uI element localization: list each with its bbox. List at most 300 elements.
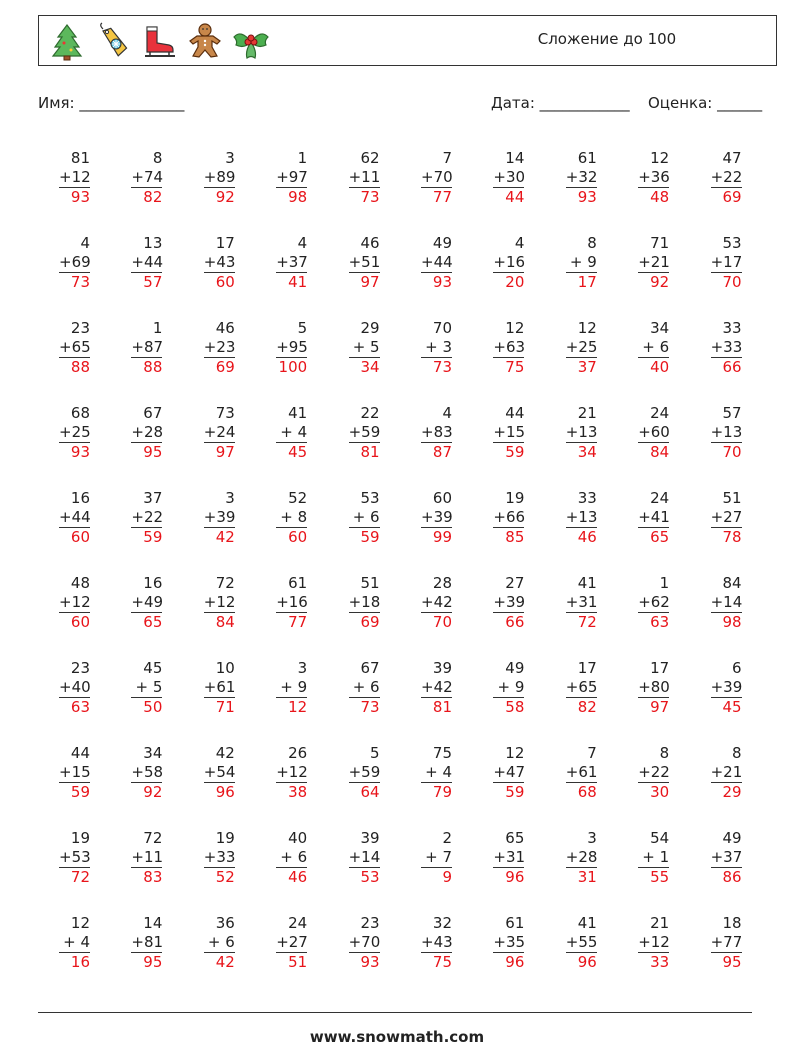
addend-bottom: +39 <box>203 508 236 526</box>
addend-bottom: +43 <box>421 933 453 951</box>
addend-top: 45 <box>143 659 163 677</box>
addend-top: 39 <box>432 659 452 677</box>
problem-item <box>59 829 103 887</box>
problem-item <box>638 574 682 632</box>
answer: 42 <box>215 528 235 546</box>
addend-top: 27 <box>505 574 525 592</box>
answer: 50 <box>143 698 163 716</box>
problem-item <box>566 744 610 802</box>
problem-item <box>349 489 393 547</box>
problem-item <box>711 659 755 717</box>
addend-top: 51 <box>722 489 742 507</box>
answer: 70 <box>432 613 452 631</box>
addend-bottom: +95 <box>276 338 308 356</box>
problem-item <box>711 234 755 292</box>
answer: 34 <box>577 443 597 461</box>
addend-top: 54 <box>650 829 670 847</box>
addend-bottom: +12 <box>59 168 91 186</box>
answer: 55 <box>650 868 670 886</box>
addend-top: 17 <box>650 659 670 677</box>
problem-item <box>711 744 755 802</box>
problem-item <box>276 914 320 972</box>
addend-bottom: +97 <box>276 168 308 186</box>
addend-bottom: +60 <box>638 423 670 441</box>
problem-item <box>421 149 465 207</box>
answer: 52 <box>215 868 235 886</box>
answer: 77 <box>432 188 452 206</box>
answer: 95 <box>722 953 742 971</box>
addend-top: 19 <box>215 829 235 847</box>
problem-item <box>421 914 465 972</box>
problem-item <box>421 829 465 887</box>
addend-top: 72 <box>143 829 163 847</box>
addend-bottom: +14 <box>710 593 743 611</box>
answer: 96 <box>577 953 597 971</box>
addend-bottom: +22 <box>710 168 743 186</box>
addend-bottom: +59 <box>348 763 381 781</box>
problem-item <box>421 319 465 377</box>
addend-bottom: + 6 <box>204 933 235 953</box>
addend-top: 53 <box>722 234 742 252</box>
addend-top: 84 <box>722 574 742 592</box>
addend-top: 67 <box>143 404 163 422</box>
addend-bottom: +22 <box>638 763 670 781</box>
problem-item <box>349 404 393 462</box>
answer: 31 <box>577 868 597 886</box>
addend-bottom: + 6 <box>638 338 669 358</box>
problem-item <box>493 829 537 887</box>
answer: 45 <box>722 698 742 716</box>
problem-item <box>59 319 103 377</box>
addend-top: 18 <box>722 914 742 932</box>
addend-top: 2 <box>442 829 452 847</box>
addend-bottom: +13 <box>710 423 743 441</box>
answer: 73 <box>360 188 380 206</box>
addend-bottom: +21 <box>638 253 670 271</box>
addend-bottom: +42 <box>421 593 453 611</box>
answer: 81 <box>432 698 452 716</box>
addend-bottom: +66 <box>493 508 526 526</box>
addend-bottom: +14 <box>348 848 381 866</box>
problem-item <box>276 489 320 547</box>
answer: 95 <box>143 443 163 461</box>
addend-bottom: +44 <box>59 508 91 526</box>
addend-top: 24 <box>288 914 308 932</box>
addend-bottom: +28 <box>131 423 164 441</box>
answer: 93 <box>70 188 90 206</box>
answer: 57 <box>143 273 163 291</box>
answer: 84 <box>215 613 235 631</box>
problem-item <box>638 319 682 377</box>
addend-top: 62 <box>360 149 380 167</box>
addend-top: 44 <box>505 404 525 422</box>
addend-bottom: +28 <box>565 848 598 866</box>
addend-bottom: +11 <box>131 848 164 866</box>
problem-item <box>59 404 103 462</box>
answer: 82 <box>577 698 597 716</box>
addend-bottom: +31 <box>493 848 526 866</box>
problem-item <box>566 234 610 292</box>
answer: 75 <box>505 358 525 376</box>
addend-bottom: + 4 <box>421 763 452 783</box>
addend-top: 24 <box>650 489 670 507</box>
addend-top: 26 <box>288 744 308 762</box>
addend-top: 33 <box>722 319 742 337</box>
problem-item <box>638 149 682 207</box>
addend-bottom: +37 <box>710 848 743 866</box>
problem-item <box>131 659 175 717</box>
addend-top: 53 <box>360 489 380 507</box>
problem-item <box>493 659 537 717</box>
problem-item <box>276 319 320 377</box>
problem-item <box>204 404 248 462</box>
addend-top: 3 <box>297 659 308 677</box>
problem-item <box>204 489 248 547</box>
answer: 44 <box>505 188 525 206</box>
addend-bottom: +35 <box>493 933 526 951</box>
date-field: Дата: ____________ <box>491 94 630 112</box>
problem-item <box>204 234 248 292</box>
addend-bottom: +13 <box>565 508 598 526</box>
addend-top: 7 <box>442 149 452 167</box>
addend-top: 4 <box>297 234 308 252</box>
problem-item <box>349 744 393 802</box>
addend-top: 49 <box>432 234 452 252</box>
addend-bottom: +42 <box>421 678 453 696</box>
problem-item <box>131 489 175 547</box>
addend-bottom: +70 <box>421 168 453 186</box>
answer: 70 <box>722 273 742 291</box>
answer: 60 <box>288 528 308 546</box>
addend-bottom: +12 <box>276 763 308 781</box>
answer: 60 <box>70 613 90 631</box>
addend-top: 68 <box>70 404 90 422</box>
answer: 58 <box>505 698 525 716</box>
addend-top: 6 <box>732 659 742 677</box>
addend-bottom: +12 <box>638 933 670 951</box>
addend-bottom: +39 <box>421 508 453 526</box>
problem-item <box>566 319 610 377</box>
problem-item <box>566 659 610 717</box>
problem-item <box>493 914 537 972</box>
problem-item <box>638 914 682 972</box>
addend-top: 32 <box>432 914 452 932</box>
answer: 66 <box>722 358 742 376</box>
addend-top: 12 <box>505 744 525 762</box>
addend-top: 8 <box>659 744 670 762</box>
addend-top: 24 <box>650 404 670 422</box>
problem-item <box>421 659 465 717</box>
addend-bottom: + 5 <box>349 338 380 358</box>
addend-bottom: +27 <box>276 933 308 951</box>
addend-bottom: +44 <box>131 253 164 271</box>
answer: 34 <box>360 358 380 376</box>
answer: 87 <box>432 443 452 461</box>
addend-top: 75 <box>432 744 452 762</box>
problem-item <box>493 489 537 547</box>
problem-item <box>59 914 103 972</box>
answer: 97 <box>650 698 670 716</box>
addend-bottom: + 4 <box>276 423 307 443</box>
addend-bottom: +21 <box>710 763 743 781</box>
problem-item <box>204 319 248 377</box>
answer: 16 <box>70 953 90 971</box>
addend-top: 3 <box>587 829 597 847</box>
answer: 92 <box>215 188 235 206</box>
answer: 88 <box>70 358 90 376</box>
addend-top: 70 <box>432 319 452 337</box>
problem-item <box>349 234 393 292</box>
answer: 92 <box>143 783 163 801</box>
addend-bottom: + 9 <box>493 678 524 698</box>
answer: 33 <box>650 953 670 971</box>
addend-top: 61 <box>577 149 597 167</box>
answer: 92 <box>650 273 670 291</box>
answer: 65 <box>650 528 670 546</box>
answer: 37 <box>577 358 597 376</box>
answer: 93 <box>432 273 452 291</box>
answer: 85 <box>505 528 525 546</box>
answer: 96 <box>505 868 525 886</box>
addend-bottom: +37 <box>276 253 308 271</box>
problem-item <box>349 659 393 717</box>
addend-bottom: +32 <box>565 168 598 186</box>
addend-top: 16 <box>143 574 163 592</box>
answer: 17 <box>577 273 597 291</box>
addend-bottom: + 5 <box>131 678 162 698</box>
addend-bottom: + 6 <box>349 508 380 528</box>
answer: 77 <box>288 613 308 631</box>
addend-top: 5 <box>297 319 308 337</box>
addend-top: 23 <box>70 319 90 337</box>
addend-bottom: +89 <box>203 168 236 186</box>
problem-item <box>711 829 755 887</box>
addend-top: 1 <box>297 149 308 167</box>
addend-bottom: +54 <box>203 763 236 781</box>
addend-bottom: +65 <box>565 678 598 696</box>
problem-item <box>493 319 537 377</box>
problem-item <box>566 914 610 972</box>
addend-bottom: +25 <box>565 338 598 356</box>
addend-bottom: +61 <box>565 763 598 781</box>
addend-bottom: +70 <box>348 933 381 951</box>
answer: 71 <box>215 698 235 716</box>
answer: 9 <box>442 868 452 886</box>
addend-top: 46 <box>215 319 235 337</box>
addend-bottom: +25 <box>59 423 91 441</box>
problem-item <box>638 489 682 547</box>
addend-bottom: +16 <box>276 593 308 611</box>
addend-bottom: +87 <box>131 338 164 356</box>
addend-top: 12 <box>505 319 525 337</box>
addend-top: 41 <box>577 574 597 592</box>
answer: 63 <box>650 613 670 631</box>
answer: 93 <box>70 443 90 461</box>
answer: 95 <box>143 953 163 971</box>
addend-top: 73 <box>215 404 235 422</box>
addend-bottom: +55 <box>565 933 598 951</box>
problem-item <box>566 829 610 887</box>
addend-top: 14 <box>143 914 163 932</box>
addend-top: 23 <box>360 914 380 932</box>
answer: 48 <box>650 188 670 206</box>
problem-item <box>59 744 103 802</box>
answer: 69 <box>215 358 235 376</box>
addend-top: 17 <box>215 234 235 252</box>
addend-bottom: +33 <box>710 338 743 356</box>
answer: 75 <box>432 953 452 971</box>
problem-item <box>131 404 175 462</box>
problem-item <box>204 574 248 632</box>
problem-item <box>711 489 755 547</box>
addend-bottom: +12 <box>59 593 91 611</box>
addend-bottom: +22 <box>131 508 164 526</box>
answer: 59 <box>505 783 525 801</box>
addend-top: 28 <box>432 574 452 592</box>
addend-bottom: +23 <box>203 338 236 356</box>
addend-top: 71 <box>650 234 670 252</box>
addend-top: 57 <box>722 404 742 422</box>
problem-item <box>493 149 537 207</box>
problem-item <box>59 149 103 207</box>
answer: 59 <box>505 443 525 461</box>
problem-item <box>421 234 465 292</box>
answer: 59 <box>70 783 90 801</box>
answer: 70 <box>722 443 742 461</box>
addend-top: 10 <box>215 659 235 677</box>
answer: 46 <box>288 868 308 886</box>
addend-top: 14 <box>505 149 525 167</box>
answer: 86 <box>722 868 742 886</box>
answer: 53 <box>360 868 380 886</box>
addend-bottom: +63 <box>493 338 526 356</box>
addend-bottom: +81 <box>131 933 164 951</box>
addend-top: 36 <box>215 914 235 932</box>
answer: 72 <box>577 613 597 631</box>
addend-top: 4 <box>514 234 525 252</box>
addend-top: 4 <box>442 404 452 422</box>
answer: 93 <box>360 953 380 971</box>
addend-bottom: +59 <box>348 423 381 441</box>
answer: 40 <box>650 358 670 376</box>
answer: 41 <box>288 273 308 291</box>
answer: 30 <box>650 783 670 801</box>
addend-bottom: + 9 <box>566 253 597 273</box>
addend-top: 3 <box>225 149 235 167</box>
problem-item <box>711 404 755 462</box>
addend-top: 12 <box>650 149 670 167</box>
answer: 69 <box>722 188 742 206</box>
problem-item <box>566 404 610 462</box>
problem-item <box>204 149 248 207</box>
answer: 72 <box>70 868 90 886</box>
problem-item <box>131 319 175 377</box>
answer: 64 <box>360 783 380 801</box>
addend-top: 19 <box>505 489 525 507</box>
addend-top: 46 <box>360 234 380 252</box>
answer: 100 <box>278 358 308 376</box>
problem-item <box>493 404 537 462</box>
answer: 82 <box>143 188 163 206</box>
addend-top: 7 <box>587 744 597 762</box>
addend-bottom: +41 <box>638 508 670 526</box>
answer: 29 <box>722 783 742 801</box>
answer: 97 <box>360 273 380 291</box>
problem-item <box>711 319 755 377</box>
addend-top: 22 <box>360 404 380 422</box>
problem-item <box>349 914 393 972</box>
problem-item <box>711 914 755 972</box>
problem-item <box>276 659 320 717</box>
addend-bottom: +47 <box>493 763 526 781</box>
answer: 69 <box>360 613 380 631</box>
answer: 73 <box>432 358 452 376</box>
addend-bottom: +12 <box>203 593 236 611</box>
answer: 65 <box>143 613 163 631</box>
addend-top: 34 <box>650 319 670 337</box>
addend-bottom: +74 <box>131 168 164 186</box>
problem-item <box>204 914 248 972</box>
addend-top: 1 <box>152 319 163 337</box>
answer: 79 <box>432 783 452 801</box>
problem-item <box>638 744 682 802</box>
problem-item <box>276 149 320 207</box>
addend-top: 12 <box>70 914 90 932</box>
problem-item <box>204 829 248 887</box>
addend-top: 29 <box>360 319 380 337</box>
answer: 38 <box>288 783 308 801</box>
addend-bottom: +58 <box>131 763 164 781</box>
answer: 59 <box>143 528 163 546</box>
addend-top: 39 <box>360 829 380 847</box>
problem-item <box>421 744 465 802</box>
addend-bottom: +39 <box>493 593 526 611</box>
addend-bottom: +33 <box>203 848 236 866</box>
addend-bottom: +44 <box>421 253 453 271</box>
addend-bottom: +16 <box>493 253 526 271</box>
answer: 68 <box>577 783 597 801</box>
addend-top: 81 <box>70 149 90 167</box>
addend-top: 41 <box>288 404 308 422</box>
addend-bottom: +11 <box>348 168 381 186</box>
answer: 93 <box>577 188 597 206</box>
problem-item <box>421 404 465 462</box>
problem-item <box>276 234 320 292</box>
answer: 60 <box>70 528 90 546</box>
addend-top: 8 <box>152 149 163 167</box>
answer: 96 <box>505 953 525 971</box>
addend-bottom: +18 <box>348 593 381 611</box>
name-field: Имя: ______________ <box>38 94 185 112</box>
addend-bottom: + 6 <box>276 848 307 868</box>
addend-top: 12 <box>577 319 597 337</box>
addend-top: 49 <box>505 659 525 677</box>
answer: 81 <box>360 443 380 461</box>
answer: 59 <box>360 528 380 546</box>
addend-top: 23 <box>70 659 90 677</box>
addend-top: 72 <box>215 574 235 592</box>
problem-item <box>204 659 248 717</box>
answer: 98 <box>722 613 742 631</box>
footer-rule <box>38 1012 752 1013</box>
worksheet-title: Сложение до 100 <box>537 30 677 48</box>
addend-top: 49 <box>722 829 742 847</box>
addend-bottom: +61 <box>203 678 236 696</box>
addend-bottom: +51 <box>348 253 381 271</box>
problem-item <box>493 574 537 632</box>
problem-item <box>349 574 393 632</box>
problem-item <box>59 574 103 632</box>
